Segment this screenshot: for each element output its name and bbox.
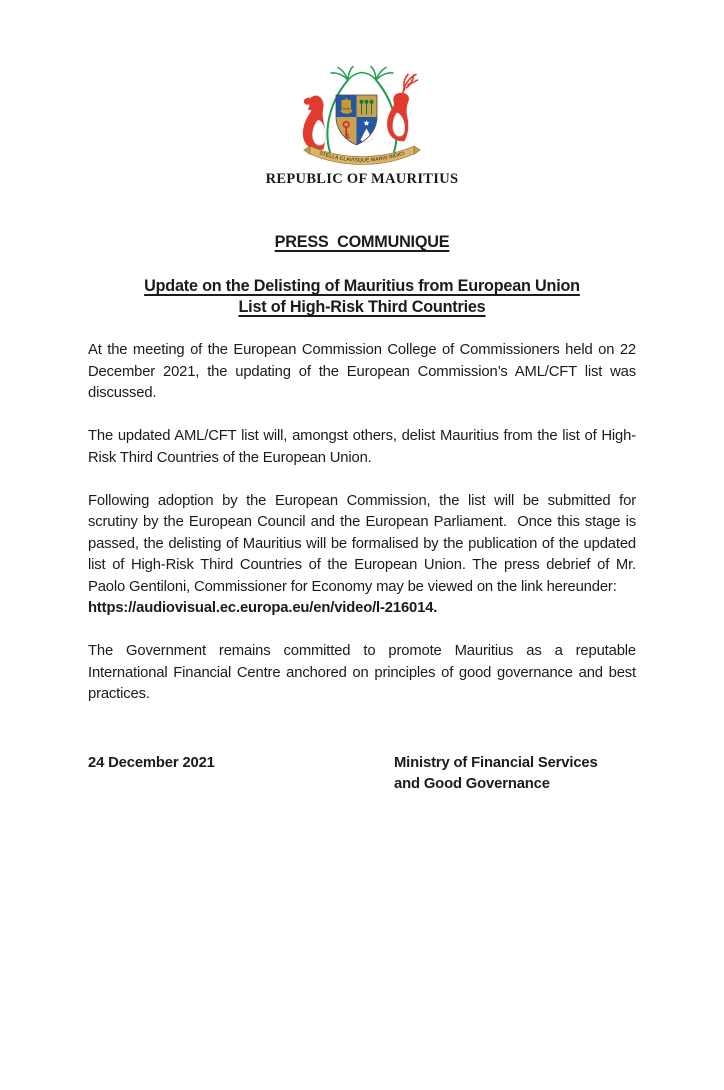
ministry-signature [394, 753, 598, 796]
deer-antlers [403, 75, 418, 94]
motto-text: STELLA CLAVISQUE MARIS INDICI [318, 150, 406, 164]
paragraph-meeting: At the meeting of the European Commission College of Commissioners held on 22 December 2021, the updating of the European Commission’s AML/CFT list was discussed. [88, 342, 636, 401]
press-communique-heading [88, 233, 636, 252]
palm-trees-charge [360, 100, 374, 115]
ministry-line-1: Ministry of Financial Services [394, 754, 598, 771]
press-communique-heading-text: PRESS COMMUNIQUE [274, 233, 450, 251]
cane-fronds [331, 67, 393, 81]
paragraph-adoption: Following adoption by the European Commission, the list will be submitted for scrutiny by the European Council and the European Parliament. Once this stage is passed, the delisting of Mauritius will be formalised by the publication of the updated list of High-Risk Third Countries of the European Union. The press debrief of Mr. Paolo Gentiloni, Commissioner for Economy may be viewed on the link hereunder: [88, 492, 636, 595]
shield [336, 95, 377, 145]
dodo-supporter [303, 96, 326, 151]
republic-caption: REPUBLIC OF MAURITIUS [265, 171, 459, 187]
paragraph-delist: The updated AML/CFT list will, amongst others, delist Mauritius from the list of High-Risk Third Countries of the European Union. [88, 428, 636, 466]
title-line-1: Update on the Delisting of Mauritius from European Union [144, 277, 580, 295]
video-link[interactable]: https://audiovisual.ec.europa.eu/en/video/l-216014. [88, 600, 438, 616]
ministry-line-2: and Good Governance [394, 776, 550, 792]
signature-block [88, 753, 636, 796]
press-communique-page [0, 66, 724, 796]
title-line-2: List of High-Risk Third Countries [238, 298, 486, 316]
coat-of-arms [300, 66, 424, 166]
document-title [88, 276, 636, 318]
paragraph-commitment: The Government remains committed to promote Mauritius as a reputable International Financial Centre anchored on principles of good governance and best practices. [88, 643, 636, 702]
communique-date: 24 December 2021 [88, 754, 215, 771]
